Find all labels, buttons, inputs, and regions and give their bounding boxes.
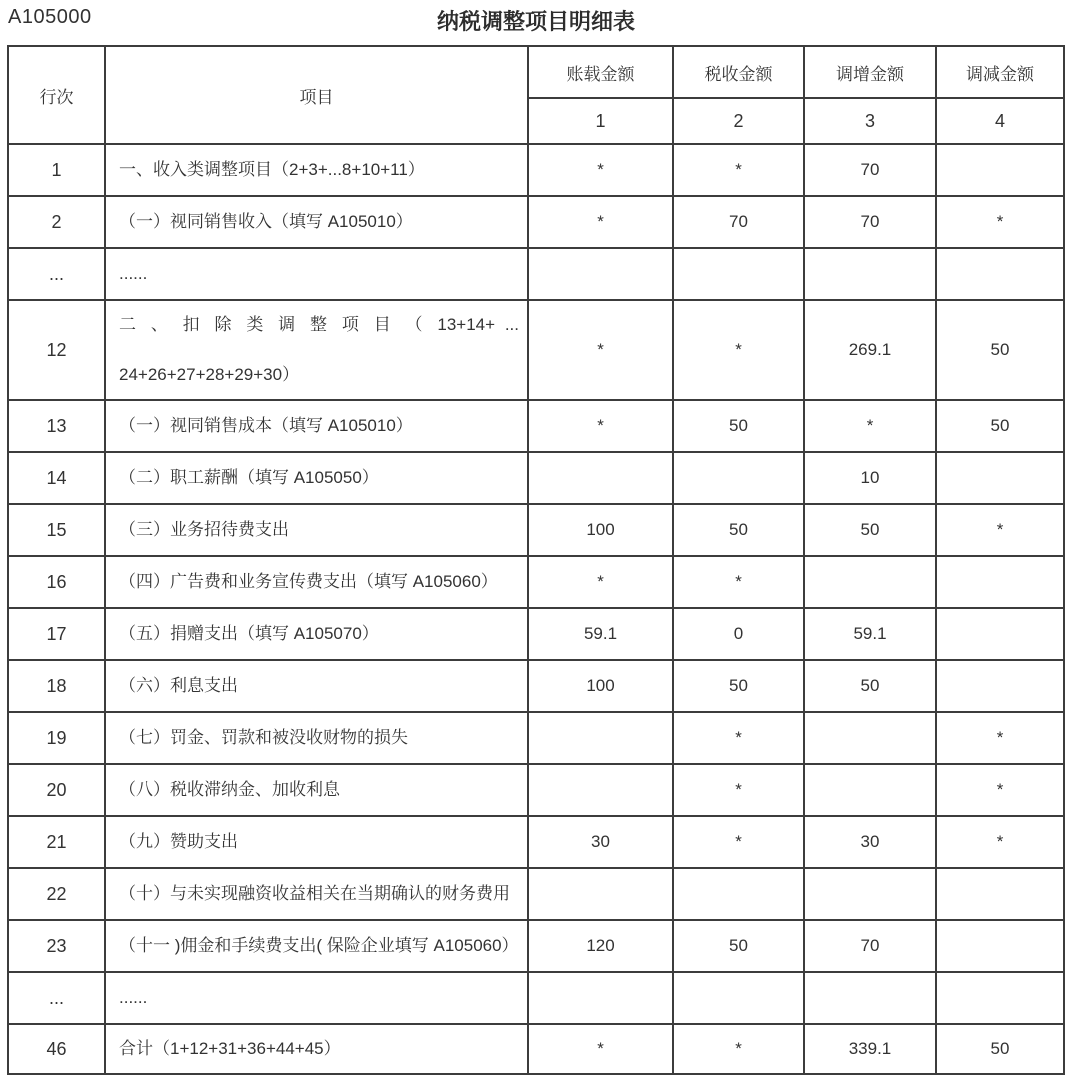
header-col-num-1: 1 [528,98,673,144]
table-row [8,504,1064,556]
cell-book-amount: * [528,144,673,196]
item-label: （八）税收滞纳金、加收利息 [105,764,528,816]
cell-increase-amount [804,868,936,920]
cell-decrease-amount: * [936,764,1064,816]
item-label: （四）广告费和业务宣传费支出（填写 A105060） [105,556,528,608]
item-label: （十一 )佣金和手续费支出( 保险企业填写 A105060） [105,920,528,972]
item-label: （九）赞助支出 [105,816,528,868]
header-item: 项目 [105,46,528,144]
cell-book-amount [528,712,673,764]
cell-decrease-amount: * [936,196,1064,248]
table-row [8,248,1064,300]
row-number: 23 [8,920,105,972]
cell-decrease-amount [936,608,1064,660]
cell-decrease-amount [936,920,1064,972]
table-row [8,660,1064,712]
header-col-num-3: 3 [804,98,936,144]
cell-tax-amount [673,972,804,1024]
row-number: 22 [8,868,105,920]
tax-adjustment-table [7,45,1065,1075]
table-header [8,46,1064,144]
title-bar [0,0,1072,45]
cell-increase-amount: 59.1 [804,608,936,660]
header-label-row [8,46,1064,98]
cell-book-amount: * [528,556,673,608]
table-row [8,196,1064,248]
table-row [8,764,1064,816]
cell-tax-amount [673,452,804,504]
cell-decrease-amount: * [936,712,1064,764]
row-number: 15 [8,504,105,556]
row-number: 12 [8,300,105,400]
cell-increase-amount: 10 [804,452,936,504]
cell-book-amount: 30 [528,816,673,868]
cell-tax-amount [673,248,804,300]
cell-tax-amount: 50 [673,400,804,452]
item-label: （一）视同销售收入（填写 A105010） [105,196,528,248]
item-label: （十）与未实现融资收益相关在当期确认的财务费用 [105,868,528,920]
row-number: 14 [8,452,105,504]
header-col-num-2: 2 [673,98,804,144]
cell-tax-amount: 50 [673,920,804,972]
header-col-num-4: 4 [936,98,1064,144]
cell-book-amount: 100 [528,660,673,712]
cell-tax-amount: * [673,816,804,868]
cell-book-amount: * [528,196,673,248]
table-row [8,144,1064,196]
item-label: ...... [105,972,528,1024]
cell-book-amount [528,452,673,504]
cell-tax-amount: * [673,556,804,608]
cell-book-amount: * [528,400,673,452]
cell-increase-amount: 339.1 [804,1024,936,1074]
table-row [8,972,1064,1024]
row-number: 17 [8,608,105,660]
table-body [8,144,1064,1074]
item-label: 一、收入类调整项目（2+3+...8+10+11） [105,144,528,196]
row-number: 16 [8,556,105,608]
item-label: （二）职工薪酬（填写 A105050） [105,452,528,504]
item-label-line1: 二 、 扣 除 类 调 整 项 目 （ 13+14+ ... [119,314,519,334]
cell-increase-amount [804,712,936,764]
row-number: 20 [8,764,105,816]
cell-increase-amount [804,248,936,300]
header-decrease-amount: 调减金额 [936,46,1064,98]
row-number: 46 [8,1024,105,1074]
table-row [8,400,1064,452]
cell-decrease-amount [936,972,1064,1024]
table-row [8,556,1064,608]
cell-decrease-amount: 50 [936,1024,1064,1074]
row-number: ... [8,972,105,1024]
row-number: ... [8,248,105,300]
cell-increase-amount [804,556,936,608]
cell-book-amount: * [528,1024,673,1074]
cell-decrease-amount [936,144,1064,196]
cell-decrease-amount [936,452,1064,504]
cell-tax-amount: * [673,764,804,816]
cell-increase-amount: 70 [804,144,936,196]
row-number: 21 [8,816,105,868]
item-label: ...... [105,248,528,300]
cell-book-amount [528,868,673,920]
cell-decrease-amount: 50 [936,300,1064,400]
item-label: （六）利息支出 [105,660,528,712]
cell-increase-amount [804,972,936,1024]
header-increase-amount: 调增金额 [804,46,936,98]
table-row [8,920,1064,972]
cell-tax-amount: 50 [673,504,804,556]
cell-decrease-amount: * [936,816,1064,868]
cell-increase-amount: 70 [804,196,936,248]
cell-book-amount: 100 [528,504,673,556]
cell-book-amount: 120 [528,920,673,972]
cell-decrease-amount [936,868,1064,920]
cell-decrease-amount: * [936,504,1064,556]
cell-increase-amount: * [804,400,936,452]
table-row [8,300,1064,400]
row-number: 13 [8,400,105,452]
item-label [105,300,528,400]
table-row [8,712,1064,764]
cell-book-amount: * [528,300,673,400]
table-row [8,816,1064,868]
cell-decrease-amount [936,556,1064,608]
cell-increase-amount: 269.1 [804,300,936,400]
cell-increase-amount: 50 [804,660,936,712]
item-label: 合计（1+12+31+36+44+45） [105,1024,528,1074]
cell-decrease-amount [936,248,1064,300]
cell-tax-amount: 50 [673,660,804,712]
cell-increase-amount: 30 [804,816,936,868]
table-row [8,452,1064,504]
cell-book-amount [528,972,673,1024]
cell-tax-amount: 0 [673,608,804,660]
row-number: 18 [8,660,105,712]
cell-tax-amount: * [673,144,804,196]
cell-decrease-amount: 50 [936,400,1064,452]
cell-book-amount [528,764,673,816]
cell-tax-amount: * [673,712,804,764]
cell-decrease-amount [936,660,1064,712]
form-code: A105000 [8,6,92,28]
cell-book-amount [528,248,673,300]
row-number: 2 [8,196,105,248]
item-label: （五）捐赠支出（填写 A105070） [105,608,528,660]
row-number: 19 [8,712,105,764]
cell-tax-amount: * [673,1024,804,1074]
item-label: （一）视同销售成本（填写 A105010） [105,400,528,452]
header-tax-amount: 税收金额 [673,46,804,98]
item-label-line2: 24+26+27+28+29+30） [119,364,300,384]
cell-book-amount: 59.1 [528,608,673,660]
item-label-multiline [119,314,519,387]
cell-increase-amount [804,764,936,816]
header-book-amount: 账载金额 [528,46,673,98]
cell-tax-amount: * [673,300,804,400]
table-row [8,608,1064,660]
row-number: 1 [8,144,105,196]
cell-tax-amount [673,868,804,920]
cell-increase-amount: 50 [804,504,936,556]
header-row-no: 行次 [8,46,105,144]
table-row [8,868,1064,920]
cell-increase-amount: 70 [804,920,936,972]
page-title: 纳税调整项目明细表 [436,9,635,34]
table-row [8,1024,1064,1074]
item-label: （三）业务招待费支出 [105,504,528,556]
cell-tax-amount: 70 [673,196,804,248]
item-label: （七）罚金、罚款和被没收财物的损失 [105,712,528,764]
